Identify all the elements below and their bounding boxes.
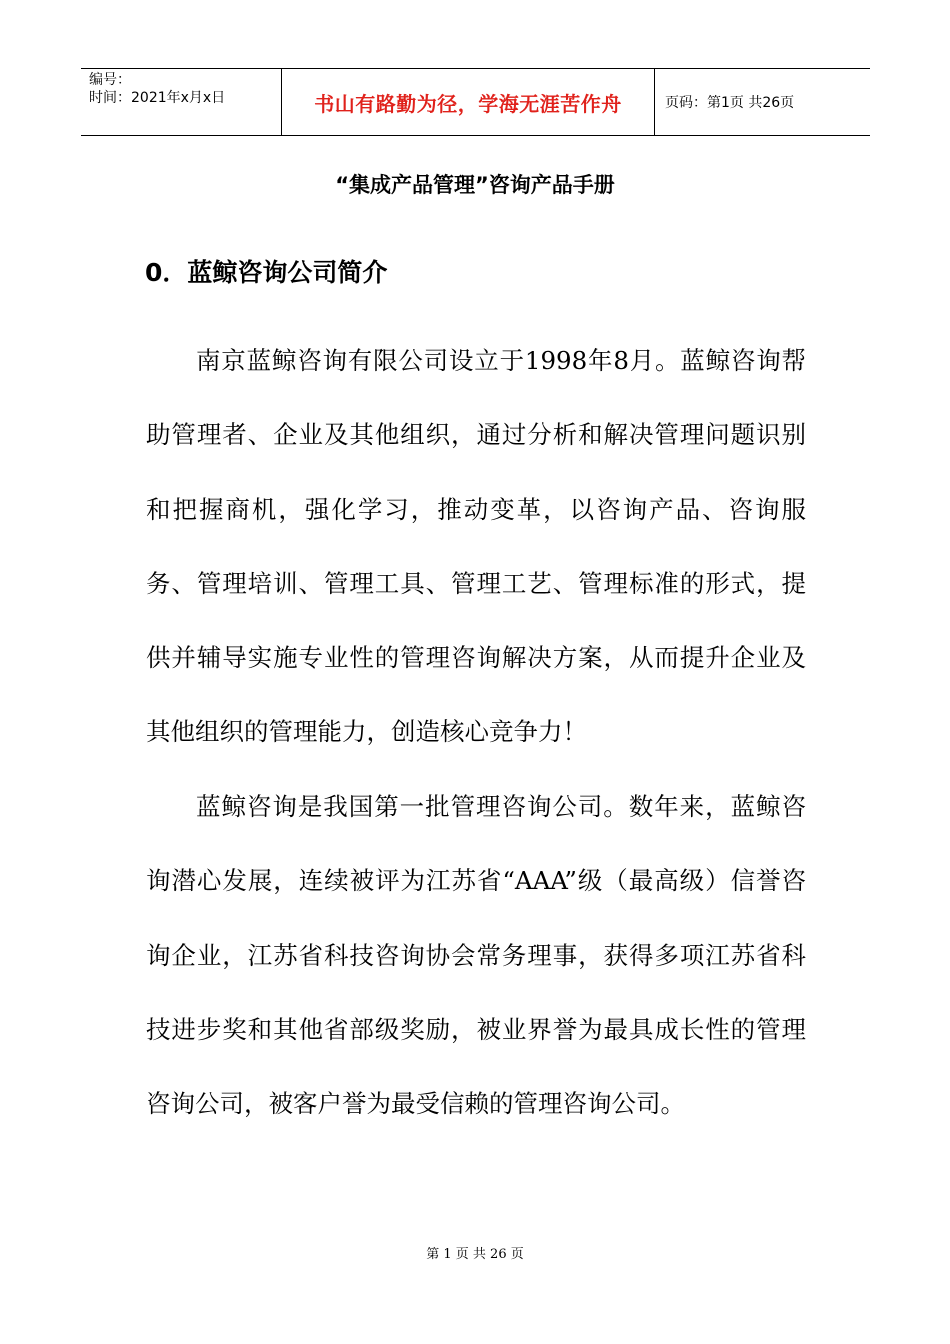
body-paragraph: 南京蓝鲸咨询有限公司设立于1998年8月。蓝鲸咨询帮助管理者、企业及其他组织，通过分析和解决管理问题识别和把握商机，强化学习，推动变革，以咨询产品、咨询服务、管理培训、管理工具、管理工艺、管理标准的形式，提供并辅导实施专业性的管理咨询解决方案，从而提升企业及其他组织的管理能力，创造核心竞争力！ xyxy=(146,346,806,747)
page-header-table xyxy=(81,68,870,136)
section-heading: 0．蓝鲸咨询公司简介 xyxy=(145,258,388,287)
header-motto: 书山有路勤为径，学海无涯苦作舟 xyxy=(282,69,655,135)
document-title: “集成产品管理”咨询产品手册 xyxy=(335,173,615,197)
page-footer: 第 1 页 共 26 页 xyxy=(426,1247,524,1262)
document-time-label: 时间：2021年x月x日 xyxy=(89,90,226,106)
document-number-label: 编号： xyxy=(89,72,131,88)
header-meta-cell xyxy=(81,69,282,135)
body-paragraph: 蓝鲸咨询是我国第一批管理咨询公司。数年来，蓝鲸咨询潜心发展，连续被评为江苏省“AAA”级（最高级）信誉咨询企业，江苏省科技咨询协会常务理事，获得多项江苏省科技进步奖和其他省部级奖励，被业界誉为最具成长性的管理咨询公司，被客户誉为最受信赖的管理咨询公司。 xyxy=(146,792,806,1119)
header-page-info: 页码：第1页 共26页 xyxy=(665,95,795,111)
